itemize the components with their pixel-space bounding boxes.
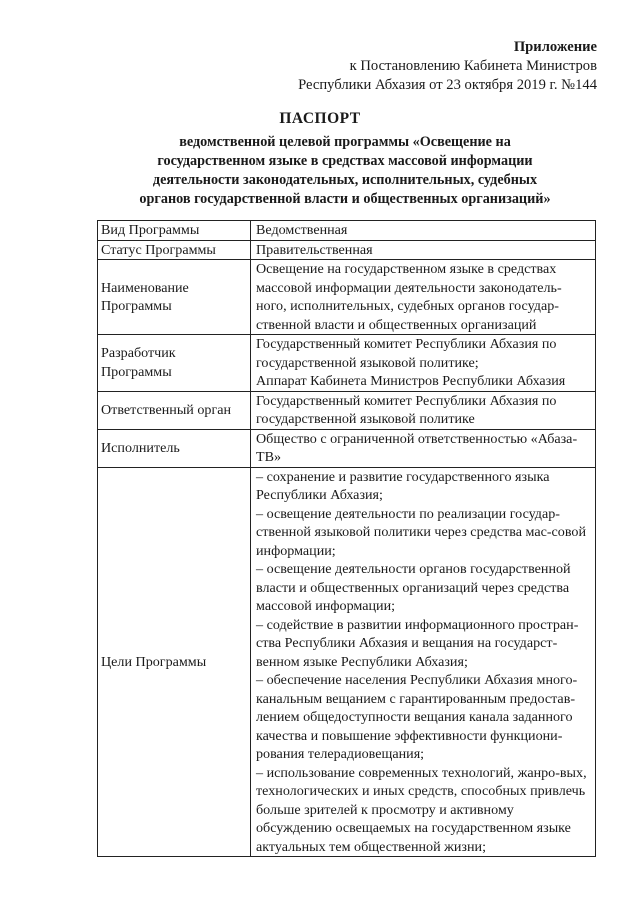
row-value: Правительственная <box>251 240 596 260</box>
document-subtitle <box>110 133 580 209</box>
row-label: Разработчик Программы <box>98 335 251 392</box>
developer-1: Государственный комитет Республики Абхазия по государственной языковой политике; <box>256 336 557 371</box>
appendix-title: Приложение <box>513 39 597 55</box>
document-title: ПАСПОРТ <box>279 110 361 127</box>
table-row <box>98 240 596 260</box>
goal-item: – содействие в развитии информационного простран-ства Республики Абхазия и вещания на государст-венном языке Республики Абхазия; <box>256 616 579 670</box>
goal-item: – освещение деятельности по реализации государ-ственной языковой политики через средства мас-совой информации; <box>256 505 586 559</box>
goals-list <box>251 467 596 857</box>
table-row <box>98 221 596 241</box>
subtitle-line-4: органов государственной власти и общественных организаций» <box>139 191 551 207</box>
subtitle-line-2: государственном языке в средствах массовой информации <box>157 153 533 169</box>
row-value: Государственный комитет Республики Абхазия по государственной языковой политике <box>251 391 596 429</box>
subtitle-line-3: деятельности законодательных, исполнительных, судебных <box>152 172 538 188</box>
goal-item: – сохранение и развитие государственного языка Республики Абхазия; <box>256 468 550 503</box>
row-label: Статус Программы <box>98 240 251 260</box>
passport-table <box>97 220 596 857</box>
appendix-line-2: Республики Абхазия от 23 октября 2019 г. №144 <box>298 77 597 93</box>
row-value: Ведомственная <box>251 221 596 241</box>
subtitle-line-1: ведомственной целевой программы «Освещение на <box>179 134 511 150</box>
row-label: Наименование Программы <box>98 260 251 335</box>
table-row <box>98 467 596 857</box>
table-row <box>98 260 596 335</box>
row-label: Исполнитель <box>98 429 251 467</box>
row-value: Общество с ограниченной ответственностью «Абаза-ТВ» <box>251 429 596 467</box>
row-value: Освещение на государственном языке в средствах массовой информации деятельности законодатель-ного, исполнительных, судебных органов государ-ственной власти и общественных организаций <box>251 260 596 335</box>
table-row <box>98 391 596 429</box>
appendix-line-1: к Постановлению Кабинета Министров <box>349 58 597 74</box>
row-label: Ответственный орган <box>98 391 251 429</box>
table-row <box>98 429 596 467</box>
row-label: Вид Программы <box>98 221 251 241</box>
row-label: Цели Программы <box>98 467 251 857</box>
goal-item: – освещение деятельности органов государственной власти и общественных организаций через средства массовой информации; <box>256 561 571 614</box>
goal-item: – использование современных технологий, жанро-вых, технологических и иных средств, способных привлечь больше зрителей к просмотру и активному обсуждению освещаемых на государственном языке актуальных тем общественной жизни; <box>256 764 587 855</box>
appendix-block <box>298 38 597 95</box>
goal-item: – обеспечение населения Республики Абхазия много-канальным вещанием с гарантированным предостав-лением общедоступности вещания канала заданного качества и повышение эффективности функциони-рования телерадиовещания; <box>256 672 578 762</box>
developer-2: Аппарат Кабинета Министров Республики Абхазия <box>256 373 566 389</box>
row-value <box>251 335 596 392</box>
table-row <box>98 335 596 392</box>
